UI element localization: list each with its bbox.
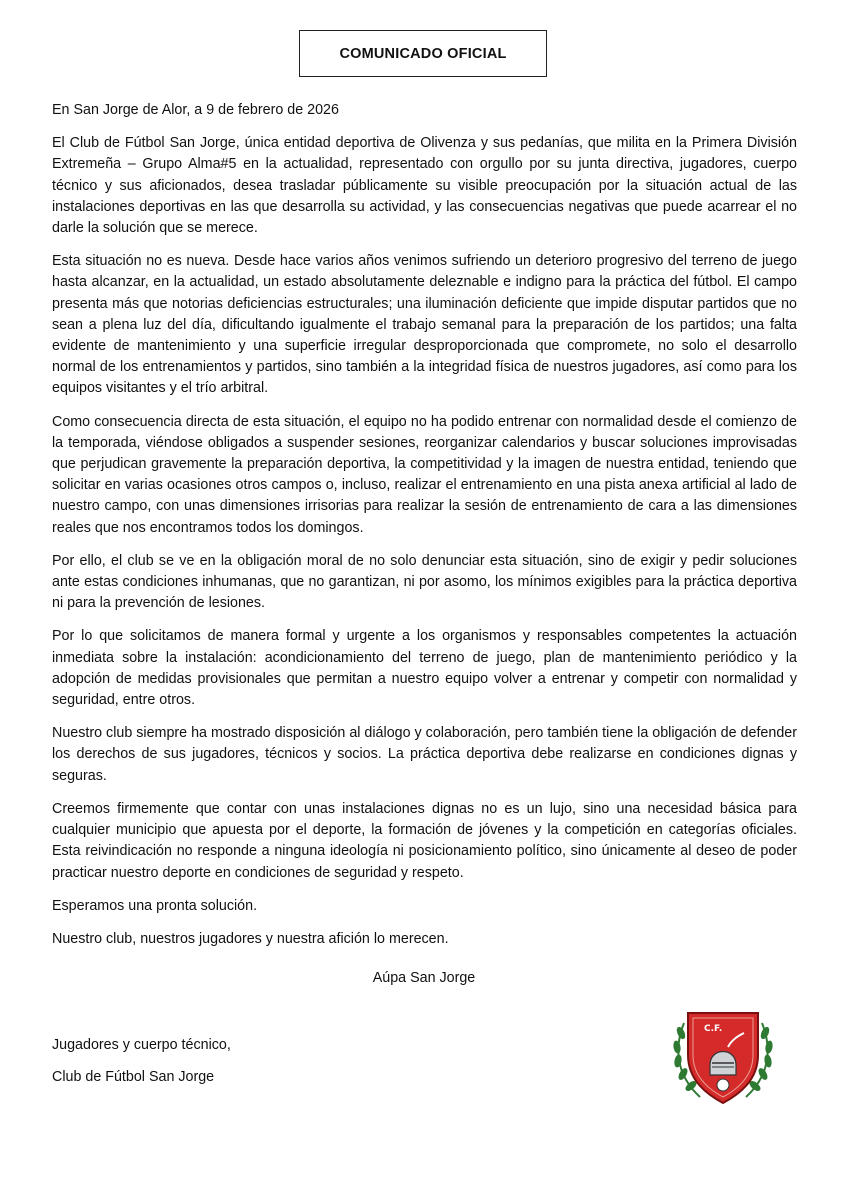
paragraph-5: Por lo que solicitamos de manera formal y urgente a los organismos y responsables competentes la actuación inmediata sobre la instalación: acondicionamiento del terreno de juego, plan de mantenimiento periódico y la adopción de medidas provisionales que permitan a nuestro equipo volver a entrenar y competir con normalidad y seguridad, entre otros.	[52, 628, 797, 709]
signature-line-1: Jugadores y cuerpo técnico,	[52, 1037, 231, 1053]
football-icon	[717, 1079, 729, 1091]
paragraph-9: Nuestro club, nuestros jugadores y nuestra afición lo merecen.	[52, 930, 449, 947]
title-box	[299, 30, 547, 77]
paragraph-6: Nuestro club siempre ha mostrado disposición al diálogo y colaboración, pero también tiene la obligación de defender los derechos de sus jugadores, técnicos y socios. La práctica deportiva debe realizarse en condiciones dignas y seguras.	[52, 725, 797, 784]
signature-line-2: Club de Fútbol San Jorge	[52, 1069, 215, 1085]
club-crest-icon	[670, 1003, 776, 1107]
paragraph-7: Creemos firmemente que contar con unas instalaciones dignas no es un lujo, sino una necesidad básica para cualquier municipio que apuesta por el deporte, la formación de jóvenes y la competición en categorías oficiales. Esta reivindicación no responde a ninguna ideología ni posicionamiento político, sino únicamente al deseo de poder practicar nuestro deporte en condiciones de seguridad y respeto.	[52, 800, 797, 881]
document-title: COMUNICADO OFICIAL	[339, 45, 507, 62]
paragraph-1: El Club de Fútbol San Jorge, única entidad deportiva de Olivenza y sus pedanías, que milita en la Primera División Extremeña – Grupo Alma#5 en la actualidad, representado con orgullo por su junta directiva, jugadores, cuerpo técnico y sus aficionados, desea trasladar públicamente su visible preocupación por la situación actual de las instalaciones deportivas en las que desarrolla su actividad, y las consecuencias negativas que puede acarrear el no darle la solución que se merece.	[52, 135, 797, 237]
paragraph-2: Esta situación no es nueva. Desde hace varios años venimos sufriendo un deterioro progresivo del terreno de juego hasta alcanzar, en la actualidad, un estado absolutamente deleznable e indigno para la práctica del fútbol. El campo presenta más que notorias deficiencias estructurales; una iluminación deficiente que impide disputar partidos que no sean a plena luz del día, dificultando igualmente el trabajo semanal para la preparación de los partidos; una falta evidente de mantenimiento y una superficie irregular desproporcionada que compromete, no solo el desarrollo normal de los entrenamientos y partidos, sino también a la integridad física de nuestros jugadores, así como para los equipos visitantes y el trío arbitral.	[52, 253, 797, 397]
letter-body	[52, 100, 797, 962]
crest-initials: C.F.	[704, 1024, 723, 1034]
paragraph-4: Por ello, el club se ve en la obligación moral de no solo denunciar esta situación, sino de exigir y pedir soluciones ante estas condiciones inhumanas, que no garantizan, ni por asomo, los mínimos exigibles para la práctica deportiva ni para la prevención de lesiones.	[52, 552, 797, 612]
closing-slogan: Aúpa San Jorge	[372, 970, 476, 986]
paragraph-8: Esperamos una pronta solución.	[52, 897, 258, 914]
date-line: En San Jorge de Alor, a 9 de febrero de 2026	[52, 102, 339, 118]
paragraph-3: Como consecuencia directa de esta situación, el equipo no ha podido entrenar con normalidad desde el comienzo de la temporada, viéndose obligados a suspender sesiones, reorganizar calendarios y buscar soluciones improvisadas que perjudican gravemente la preparación deportiva, la competitividad y la imagen de nuestra entidad, teniendo que solicitar en varias ocasiones otros campos o, incluso, realizar el entrenamiento en una pista anexa artificial al lado de nuestro campo, con unas dimensiones irrisorias para realizar la sesión de entrenamiento de cara a las dimensiones reales que nos encontramos todos los domingos.	[52, 413, 797, 536]
